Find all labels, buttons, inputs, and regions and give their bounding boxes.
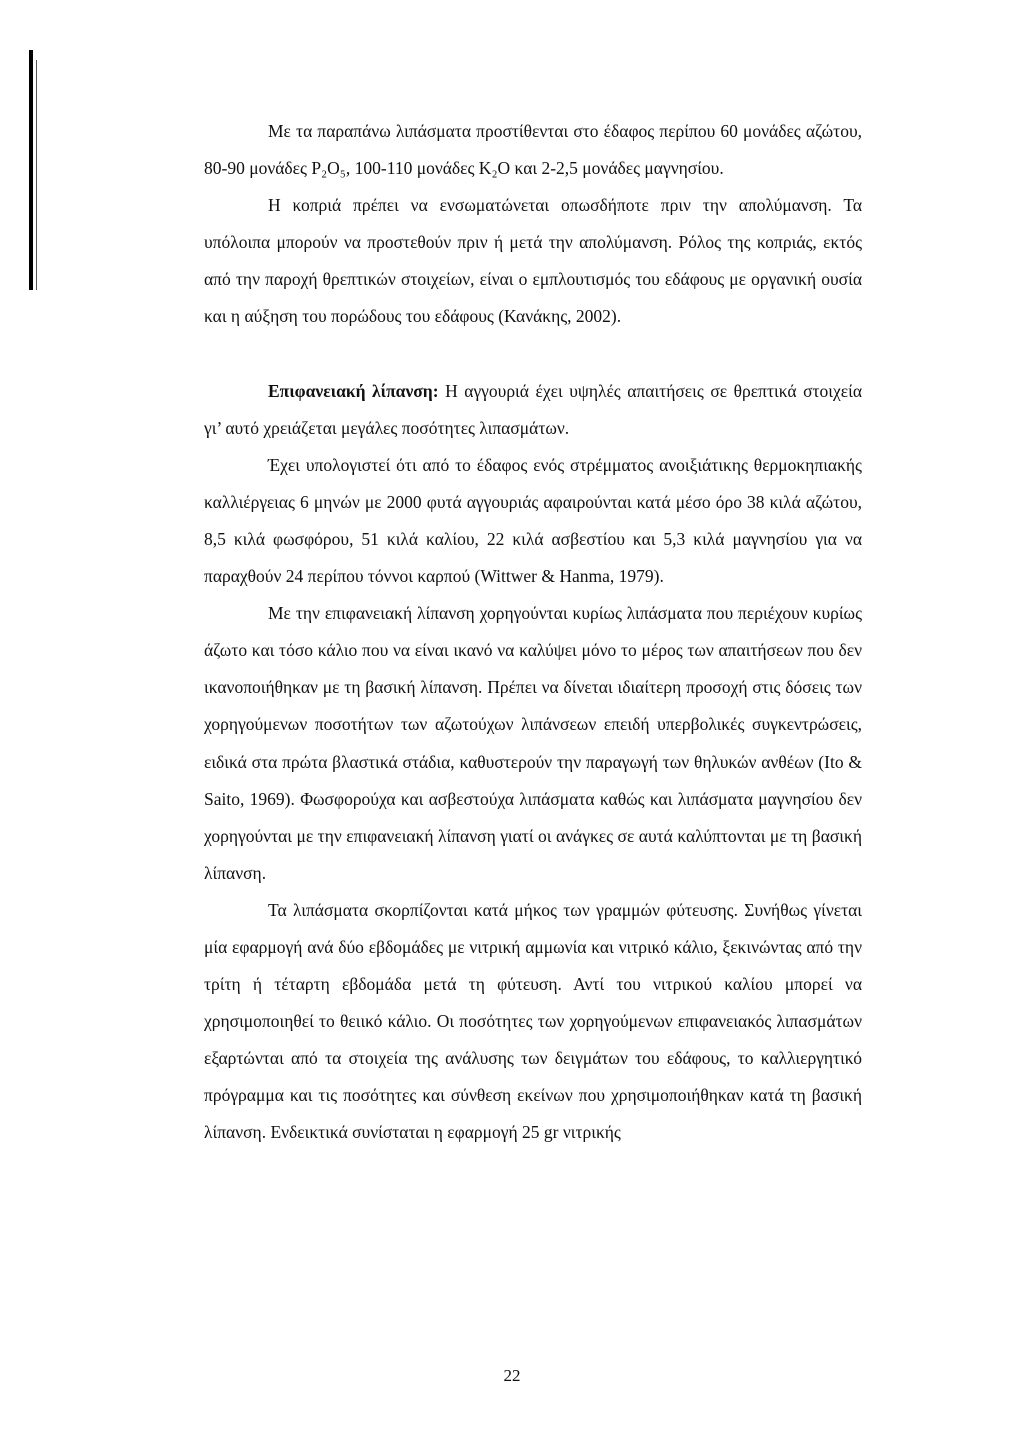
paragraph-nutrients-added: Με τα παραπάνω λιπάσματα προστίθενται στο έδαφος περίπου 60 μονάδες αζώτου, 80-90 μονάδες P₂O₅, 100-110 μονάδες K₂O και 2-2,5 μονάδες μαγνησίου. xyxy=(204,121,862,179)
body-text xyxy=(204,113,862,1152)
section-heading-surface-fertilization: Επιφανειακή λίπανση: xyxy=(268,380,439,401)
paragraph-manure: Η κοπριά πρέπει να ενσωματώνεται οπωσδήποτε πριν την απολύμανση. Τα υπόλοιπα μπορούν να προστεθούν πριν ή μετά την απολύμανση. Ρόλος της κοπριάς, εκτός από την παροχή θρεπτικών στοιχείων, είναι ο εμπλουτισμός του εδάφους με οργανική ουσία και η αύξηση του πορώδους του εδάφους (Κανάκης, 2002). xyxy=(204,195,862,327)
paragraph-nutrient-removal: Έχει υπολογιστεί ότι από το έδαφος ενός στρέμματος ανοιξιάτικης θερμοκηπιακής καλλιέργειας 6 μηνών με 2000 φυτά αγγουριάς αφαιρούνται κατά μέσο όρο 38 κιλά αζώτου, 8,5 κιλά φωσφόρου, 51 κιλά καλίου, 22 κιλά ασβεστίου και 5,3 κιλά μαγνησίου για να παραχθούν 24 περίπου τόννοι καρπού (Wittwer & Hanma, 1979). xyxy=(204,454,862,587)
paragraph-surface-fertilizers: Με την επιφανειακή λίπανση χορηγούνται κυρίως λιπάσματα που περιέχουν κυρίως άζωτο και τόσο κάλιο που να είναι ικανό να καλύψει μόνο το μέρος των απαιτήσεων που δεν ικανοποιήθηκαν με τη βασική λίπανση. Πρέπει να δίνεται ιδιαίτερη προσοχή στις δόσεις των χορηγούμενων ποσοτήτων των αζωτούχων λιπάνσεων επειδή υπερβολικές συγκεντρώσεις, ειδικά στα πρώτα βλαστικά στάδια, καθυστερούν την παραγωγή των θηλυκών ανθέων (Ito & Saito, 1969). Φωσφορούχα και ασβεστούχα λιπάσματα καθώς και λιπάσματα μαγνησίου δεν χορηγούνται με την επιφανειακή λίπανση γιατί οι ανάγκες σε αυτά καλύπτονται με τη βασική λίπανση. xyxy=(204,603,862,883)
page-number: 22 xyxy=(503,1366,521,1385)
scan-edge-mark xyxy=(29,50,33,290)
paragraph-application: Τα λιπάσματα σκορπίζονται κατά μήκος των γραμμών φύτευσης. Συνήθως γίνεται μία εφαρμογή ανά δύο εβδομάδες με νιτρική αμμωνία και νιτρικό κάλιο, ξεκινώντας από την τρίτη ή τέταρτη εβδομάδα μετά τη φύτευση. Αντί του νιτρικού καλίου μπορεί να χρησιμοποιηθεί το θειικό κάλιο. Οι ποσότητες των χορηγούμενων επιφανειακός λιπασμάτων εξαρτώνται από τα στοιχεία της ανάλυσης των δειγμάτων του εδάφους, το καλλιεργητικό πρόγραμμα και τις ποσότητες και σύνθεση εκείνων που χρησιμοποιήθηκαν κατά τη βασική λίπανση. Ενδεικτικά συνίσταται η εφαρμογή 25 gr νιτρικής xyxy=(204,899,862,1143)
scan-edge-line xyxy=(36,60,37,290)
surface-fertilization-text: Η αγγουριά έχει υψηλές απαιτήσεις σε θρεπτικά στοιχεία γι’ αυτό χρειάζεται μεγάλες ποσότητες λιπασμάτων. xyxy=(204,380,862,438)
paragraph-surface-fertilization xyxy=(204,373,862,447)
